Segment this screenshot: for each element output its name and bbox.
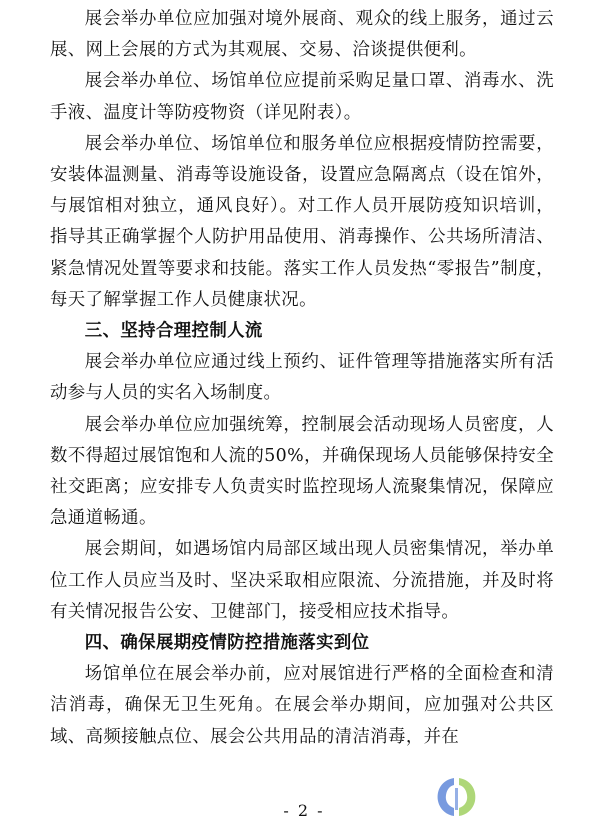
paragraph: 展会举办单位应加强对境外展商、观众的线上服务，通过云展、网上会展的方式为其观展、交易、洽谈提供便利。 bbox=[50, 9, 554, 61]
paragraph: 展会期间，如遇场馆内局部区域出现人员密集情况，举办单位工作人员应当及时、坚决采取相应限流、分流措施，并及时将有关情况报告公安、卫健部门，接受相应技术指导。 bbox=[50, 539, 554, 622]
paragraph: 展会举办单位、场馆单位和服务单位应根据疫情防控需要，安装体温测量、消毒等设施设备，设置应急隔离点（设在馆外，与展馆相对独立，通风良好）。对工作人员开展防疫知识培训，指导其正确掌握个人防护用品使用、消毒操作、公共场所清洁、紧急情况处置等要求和技能。落实工作人员发热“零报告”制度，每天了解掌握工作人员健康状况。 bbox=[50, 133, 554, 310]
section-heading: 三、坚持合理控制人流 bbox=[84, 321, 263, 342]
paragraph: 展会举办单位应通过线上预约、证件管理等措施落实所有活动参与人员的实名入场制度。 bbox=[50, 352, 554, 404]
paragraph: 场馆单位在展会举办前，应对展馆进行严格的全面检查和清洁消毒，确保无卫生死角。在展会举办期间，应加强对公共区域、高频接触点位、展会公共用品的清洁消毒，并在 bbox=[50, 664, 554, 747]
page-number: - 2 - bbox=[283, 801, 325, 820]
paragraph: 展会举办单位应加强统筹，控制展会活动现场人员密度，人数不得超过展馆饱和人流的50%，并确保现场人员能够保持安全社交距离；应安排专人负责实时监控现场人流聚集情况，保障应急通道畅通。 bbox=[50, 414, 554, 529]
paragraph: 展会举办单位、场馆单位应提前采购足量口罩、消毒水、洗手液、温度计等防疫物资（详见附表）。 bbox=[50, 71, 554, 123]
watermark-logo-icon bbox=[432, 774, 482, 818]
document-body bbox=[50, 4, 554, 753]
section-heading: 四、确保展期疫情防控措施落实到位 bbox=[84, 633, 370, 654]
